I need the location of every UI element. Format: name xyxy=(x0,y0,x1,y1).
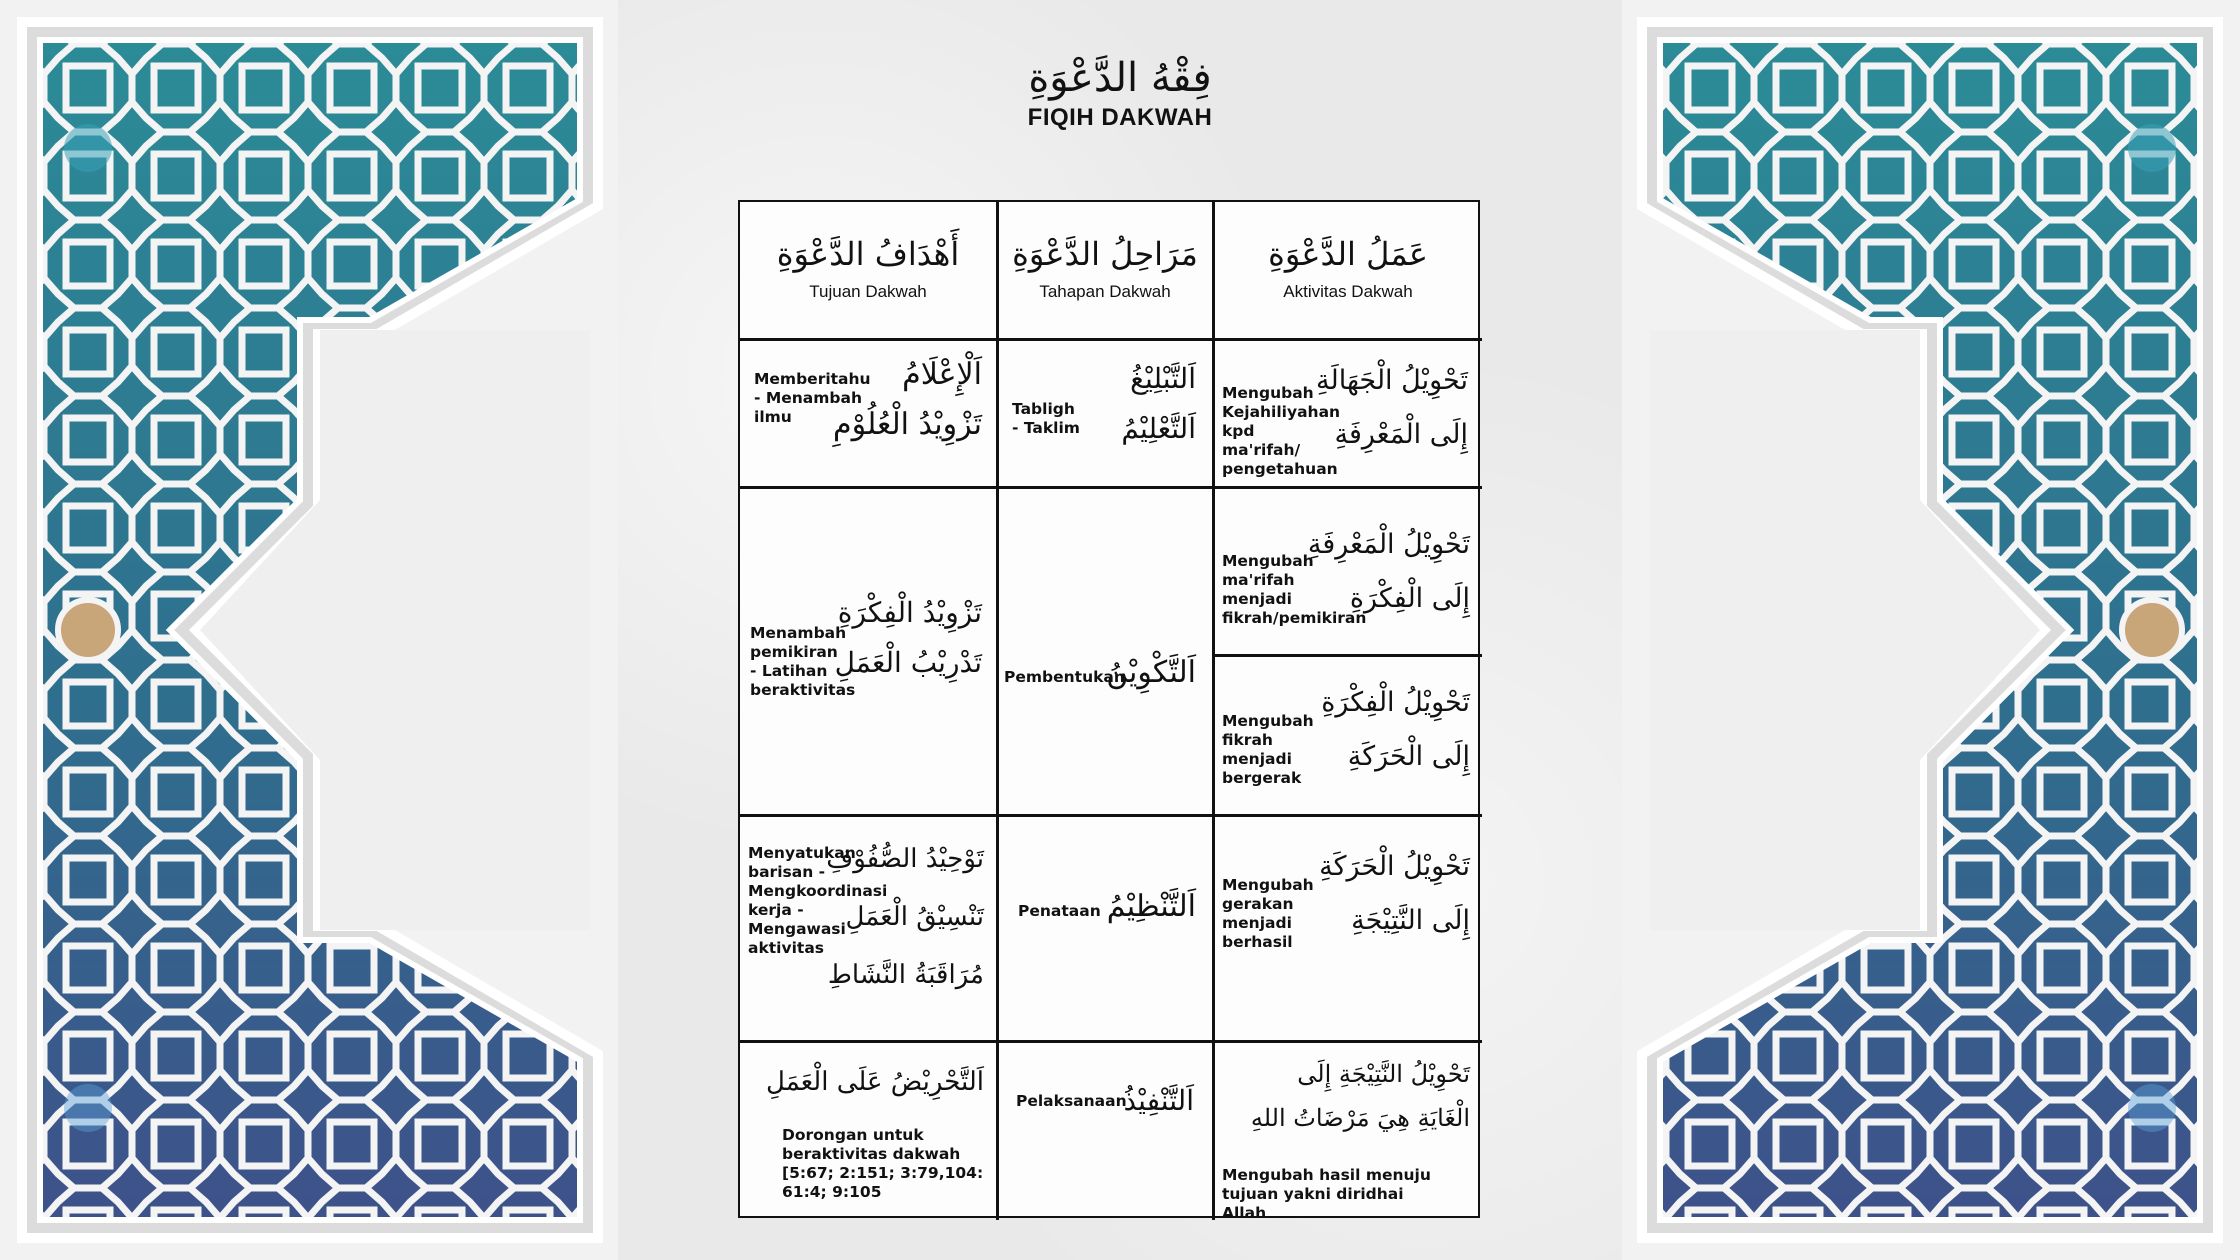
tujuan-1-arabic-a: اَلْإِعْلَامُ xyxy=(902,357,982,392)
tahapan-cell-4 xyxy=(998,1042,1212,1220)
left-ornament-panel xyxy=(0,0,618,1260)
header-tujuan xyxy=(740,232,996,302)
tujuan-3-arabic-c: مُرَاقَبَةُ النَّشَاطِ xyxy=(827,960,984,990)
aktivitas-3-arabic-b: إِلَى الْحَرَكَةِ xyxy=(1347,741,1470,772)
right-star-icon xyxy=(2122,600,2182,660)
aktivitas-5-arabic-a: تَحْوِيْلُ النَّتِيْجَةِ إِلَى xyxy=(1297,1060,1470,1088)
tahapan-3-arabic: اَلتَّنْظِيْمُ xyxy=(1106,889,1196,924)
tujuan-cell-4 xyxy=(740,1042,996,1220)
tahapan-4-arabic: اَلتَّنْفِيْذُ xyxy=(1123,1084,1194,1117)
tahapan-cell-1 xyxy=(998,340,1212,486)
header-aktivitas xyxy=(1214,232,1482,302)
aktivitas-1-latin: Mengubah Kejahiliyahan kpd ma'rifah/ pengetahuan xyxy=(1222,384,1341,478)
tujuan-4-latin: Dorongan untuk beraktivitas dakwah [5:67; 2:151; 3:79,104: 61:4; 9:105 xyxy=(782,1126,984,1201)
header-tujuan-arabic: أَهْدَافُ الدَّعْوَةِ xyxy=(776,235,960,273)
tujuan-cell-3 xyxy=(740,816,996,1040)
aktivitas-4-latin: Mengubah gerakan menjadi berhasil xyxy=(1222,876,1314,951)
tahapan-1-arabic-b: اَلتَّعْلِيْمُ xyxy=(1121,412,1196,445)
aktivitas-cell-4 xyxy=(1214,816,1482,1040)
header-tujuan-latin: Tujuan Dakwah xyxy=(809,282,927,301)
header-tahapan xyxy=(998,232,1212,302)
title-latin: FIQIH DAKWAH xyxy=(1027,104,1213,131)
tujuan-2-latin: Menambah pemikiran - Latihan beraktivitas xyxy=(750,624,856,699)
header-aktivitas-latin: Aktivitas Dakwah xyxy=(1283,282,1413,301)
aktivitas-cell-5 xyxy=(1214,1042,1482,1220)
tahapan-3-latin: Penataan xyxy=(1018,902,1101,920)
aktivitas-1-arabic-a: تَحْوِيْلُ الْجَهَالَةِ xyxy=(1316,365,1468,396)
tujuan-3-arabic-a: تَوْحِيْدُ الصُّفُوْفِ xyxy=(826,844,984,874)
aktivitas-2-arabic-a: تَحْوِيْلُ الْمَعْرِفَةِ xyxy=(1307,529,1470,560)
left-geometric-pattern xyxy=(0,0,618,1260)
tahapan-2-arabic: اَلتَّكْوِيْنُ xyxy=(1106,655,1196,690)
tujuan-2-arabic-b: تَدْرِيْبُ الْعَمَلِ xyxy=(834,646,982,679)
tujuan-1-latin: Memberitahu - Menambah ilmu xyxy=(754,370,871,426)
right-ornament-panel xyxy=(1622,0,2240,1260)
left-star-icon xyxy=(58,600,118,660)
aktivitas-3-arabic-a: تَحْوِيْلُ الْفِكْرَةِ xyxy=(1321,687,1470,718)
aktivitas-3-latin: Mengubah fikrah menjadi bergerak xyxy=(1222,712,1314,787)
tahapan-1-latin: Tabligh - Taklim xyxy=(1012,400,1080,437)
aktivitas-cell-3 xyxy=(1214,656,1482,814)
tahapan-2-latin: Pembentukan xyxy=(1004,668,1125,686)
aktivitas-cell-1 xyxy=(1214,340,1482,486)
right-geometric-pattern xyxy=(1622,0,2240,1260)
tujuan-3-arabic-b: تَنْسِيْقُ الْعَمَلِ xyxy=(845,902,984,932)
fiqih-dakwah-table xyxy=(738,200,1480,1222)
tujuan-cell-1 xyxy=(740,340,996,486)
aktivitas-1-arabic-b: إِلَى الْمَعْرِفَةِ xyxy=(1334,419,1468,450)
aktivitas-cell-2 xyxy=(1214,488,1482,654)
tujuan-1-arabic-b: تَزْوِيْدُ الْعُلُوْمِ xyxy=(833,407,982,442)
header-aktivitas-arabic: عَمَلُ الدَّعْوَةِ xyxy=(1268,235,1428,273)
header-tahapan-arabic: مَرَاحِلُ الدَّعْوَةِ xyxy=(1012,235,1198,273)
aktivitas-4-arabic-a: تَحْوِيْلُ الْحَرَكَةِ xyxy=(1319,851,1470,882)
aktivitas-2-arabic-b: إِلَى الْفِكْرَةِ xyxy=(1349,583,1470,614)
tahapan-cell-2 xyxy=(998,488,1212,814)
title-arabic: فِقْهُ الدَّعْوَةِ xyxy=(1028,55,1212,101)
tujuan-4-arabic: اَلتَّحْرِيْضُ عَلَى الْعَمَلِ xyxy=(766,1067,984,1097)
tahapan-4-latin: Pelaksanaan xyxy=(1016,1092,1127,1110)
tahapan-1-arabic-a: اَلتَّبْلِيْغُ xyxy=(1130,362,1196,395)
tujuan-cell-2 xyxy=(740,488,996,814)
aktivitas-5-latin: Mengubah hasil menuju tujuan yakni diridhai Allah xyxy=(1222,1166,1431,1222)
tujuan-3-latin: Menyatukan barisan - Mengkoordinasi kerja - Mengawasi aktivitas xyxy=(748,844,888,957)
tahapan-cell-3 xyxy=(998,816,1212,1040)
page-header xyxy=(900,52,1340,132)
aktivitas-4-arabic-b: إِلَى النَّتِيْجَةِ xyxy=(1351,905,1470,936)
tujuan-2-arabic-a: تَزْوِيْدُ الْفِكْرَةِ xyxy=(837,596,982,629)
aktivitas-2-latin: Mengubah ma'rifah menjadi fikrah/pemikiran xyxy=(1222,552,1367,627)
header-tahapan-latin: Tahapan Dakwah xyxy=(1039,282,1171,301)
aktivitas-5-arabic-b: الْغَايَةِ هِيَ مَرْضَاتُ اللهِ xyxy=(1250,1104,1470,1132)
